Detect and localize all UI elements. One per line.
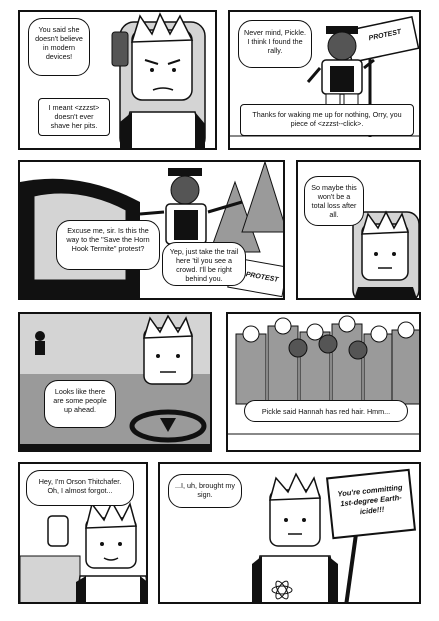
panel-5 [18, 312, 212, 452]
speech-bubble: ...I, uh, brought my sign. [168, 474, 242, 508]
panel-3 [18, 160, 285, 300]
speech-bubble-bottom: Thanks for waking me up for nothing, Orry, you piece of <zzzst--click>. [240, 104, 414, 136]
speech-bubble: So maybe this won't be a total loss after all. [304, 176, 364, 226]
panel-6-art [228, 314, 421, 452]
speech-bubble: Looks like there are some people up ahead. [44, 380, 116, 428]
speech-bubble-top: You said she doesn't believe in modern devices! [28, 18, 90, 76]
speech-bubble: Pickle said Hannah has red hair. Hmm... [244, 400, 408, 422]
speech-bubble-left: Excuse me, sir. Is this the way to the "Save the Horn Hook Termite" protest? [56, 220, 160, 270]
panel-2 [228, 10, 421, 150]
panel-7 [18, 462, 148, 604]
panel-8 [158, 462, 421, 604]
speech-bubble: Hey, I'm Orson Thitchafer. Oh, I almost forgot... [26, 470, 134, 506]
panel-4 [296, 160, 421, 300]
protest-sign: PROTEST [245, 271, 279, 284]
speech-bubble-top: Never mind, Pickle. I think I found the rally. [238, 20, 312, 68]
speech-bubble-bottom: I meant <zzzst> doesn't ever shave her pits. [38, 98, 110, 136]
panel-1 [18, 10, 217, 150]
panel-6 [226, 312, 421, 452]
earthicide-sign: You're committing 1st-degree Earth-icide!!! [337, 482, 403, 516]
speech-bubble-right: Yep, just take the trail here 'til you see a crowd. I'll be right behind you. [162, 242, 246, 286]
protest-sign: PROTEST [368, 28, 402, 43]
